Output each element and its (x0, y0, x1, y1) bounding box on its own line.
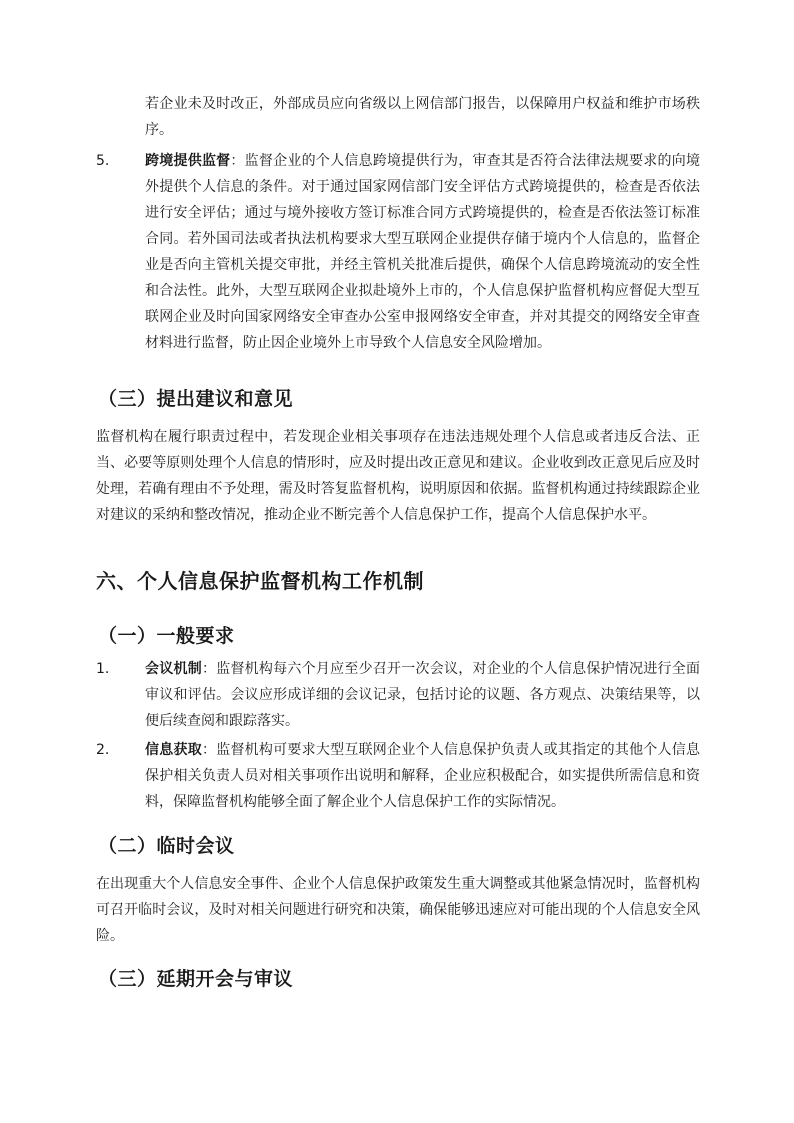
list-item-2 (96, 737, 700, 815)
term-colon: ： (201, 661, 217, 677)
list-item-body (145, 737, 700, 815)
subsection-2-paragraph: 在出现重大个人信息安全事件、企业个人信息保护政策发生重大调整或其他紧急情况时，监督机构可召开临时会议，及时对相关问题进行研究和决策，确保能够迅速应对可能出现的个人信息安全风险。 (96, 876, 700, 944)
term-colon: ： (201, 742, 217, 758)
list-item-term: 信息获取 (145, 742, 202, 758)
list-item-5 (96, 148, 700, 356)
continuation-paragraph: 若企业未及时改正，外部成员应向省级以上网信部门报告，以保障用户权益和维护市场秩序。 (145, 96, 700, 138)
list-item-body (145, 656, 700, 734)
list-item-text: 监督机构每六个月应至少召开一次会议，对企业的个人信息保护情况进行全面审议和评估。会议应形成详细的会议记录，包括讨论的议题、各方观点、决策结果等，以便后续查阅和跟踪落实。 (145, 661, 701, 729)
term-colon: ： (230, 153, 245, 169)
list-number: 5. (96, 153, 110, 169)
section-3-paragraph: 监督机构在履行职责过程中，若发现企业相关事项存在违法违规处理个人信息或者违反合法、正当、必要等原则处理个人信息的情形时，应及时提出改正意见和建议。企业收到改正意见后应及时处理，若确有理由不予处理，需及时答复监督机构，说明原因和依据。监督机构通过持续跟踪企业对建议的采纳和整改情况，推动企业不断完善个人信息保护工作，提高个人信息保护水平。 (96, 429, 700, 523)
list-number: 2. (96, 742, 110, 758)
subsection-heading-3: （三）延期开会与审议 (98, 968, 294, 990)
section-heading-3: （三）提出建议和意见 (98, 388, 294, 410)
subsection-heading-1: （一）一般要求 (98, 625, 235, 647)
list-item-1 (96, 656, 700, 734)
list-item-term: 跨境提供监督 (145, 153, 231, 169)
list-number: 1. (96, 661, 110, 677)
list-item-term: 会议机制 (145, 661, 202, 677)
chapter-heading-6: 六、个人信息保护监督机构工作机制 (96, 569, 424, 593)
list-item-body (145, 148, 700, 356)
subsection-heading-2: （二）临时会议 (98, 835, 235, 857)
list-item-text: 监督企业的个人信息跨境提供行为，审查其是否符合法律法规要求的向境外提供个人信息的条件。对于通过国家网信部门安全评估方式跨境提供的，检查是否依法进行安全评估；通过与境外接收方签订标准合同方式跨境提供的，检查是否依法签订标准合同。若外国司法或者执法机构要求大型互联网企业提供存储于境内个人信息的，监督企业是否向主管机关提交审批，并经主管机关批准后提供，确保个人信息跨境流动的安全性和合法性。此外，大型互联网企业拟赴境外上市的，个人信息保护监督机构应督促大型互联网企业及时向国家网络安全审查办公室申报网络安全审查，并对其提交的网络安全审查材料进行监督，防止因企业境外上市导致个人信息安全风险增加。 (145, 153, 701, 351)
list-item-text: 监督机构可要求大型互联网企业个人信息保护负责人或其指定的其他个人信息保护相关负责人员对相关事项作出说明和解释，企业应积极配合，如实提供所需信息和资料，保障监督机构能够全面了解企业个人信息保护工作的实际情况。 (145, 742, 701, 810)
